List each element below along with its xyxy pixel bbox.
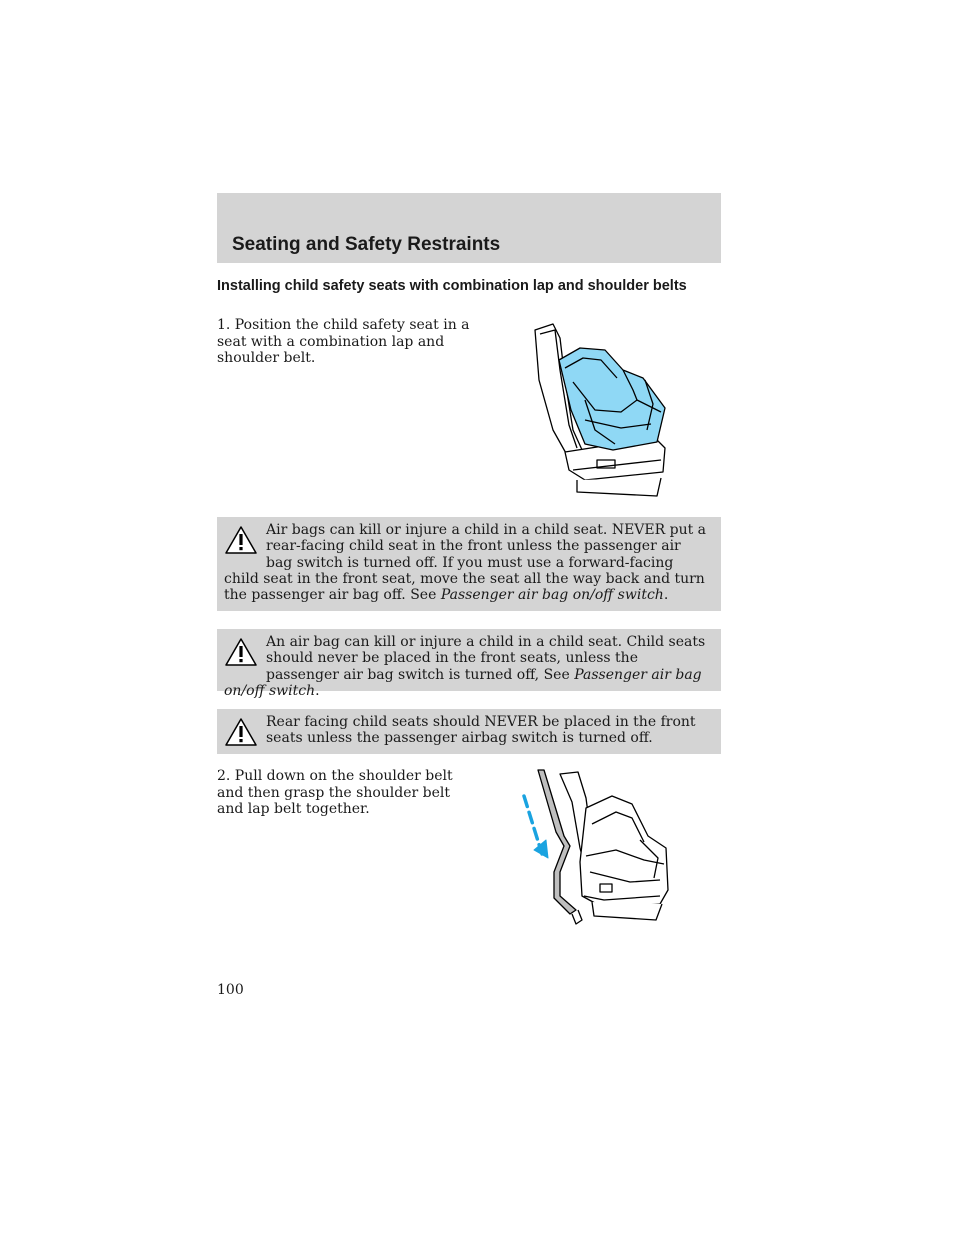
step-1-text: 1. Position the child safety seat in a seat with a combination lap and shoulder belt. [217,317,470,366]
shoulder-belt-illustration [520,768,675,934]
child-seat-illustration [525,320,675,498]
warning-text-end: . [315,682,320,699]
warning-triangle-icon [224,717,258,747]
section-heading: Installing child safety seats with combination lap and shoulder belts [217,278,687,294]
header-band [217,193,721,263]
warning-text: An air bag can kill or injure a child in a child seat. Child seats should never be placed in the front seats, unless the passenger air bag switch is turned off, See [266,634,706,683]
warning-box [217,629,721,699]
warning-text: Air bags can kill or injure a child in a child seat. NEVER put a rear-facing child seat in the front unless the passenger air bag switch is turned off. If you must use a forward-facing child seat in the front seat, move the seat all the way back and turn the passenger air bag off. See [224,522,707,604]
warning-reference-link[interactable]: Passenger air bag on/off switch [224,666,702,699]
warning-box [217,709,721,754]
page-number: 100 [217,982,244,998]
warning-text: Rear facing child seats should NEVER be placed in the front seats unless the passenger airbag switch is turned off. [266,714,696,747]
warning-triangle-icon [224,525,258,555]
warning-box [217,517,721,611]
warning-text-end: . [663,587,669,604]
page-title: Seating and Safety Restraints [232,234,501,255]
step-2-text: 2. Pull down on the shoulder belt and then grasp the shoulder belt and lap belt together. [217,768,453,817]
warning-reference-link[interactable]: Passenger air bag on/off switch [440,587,664,604]
warning-triangle-icon [224,637,258,667]
